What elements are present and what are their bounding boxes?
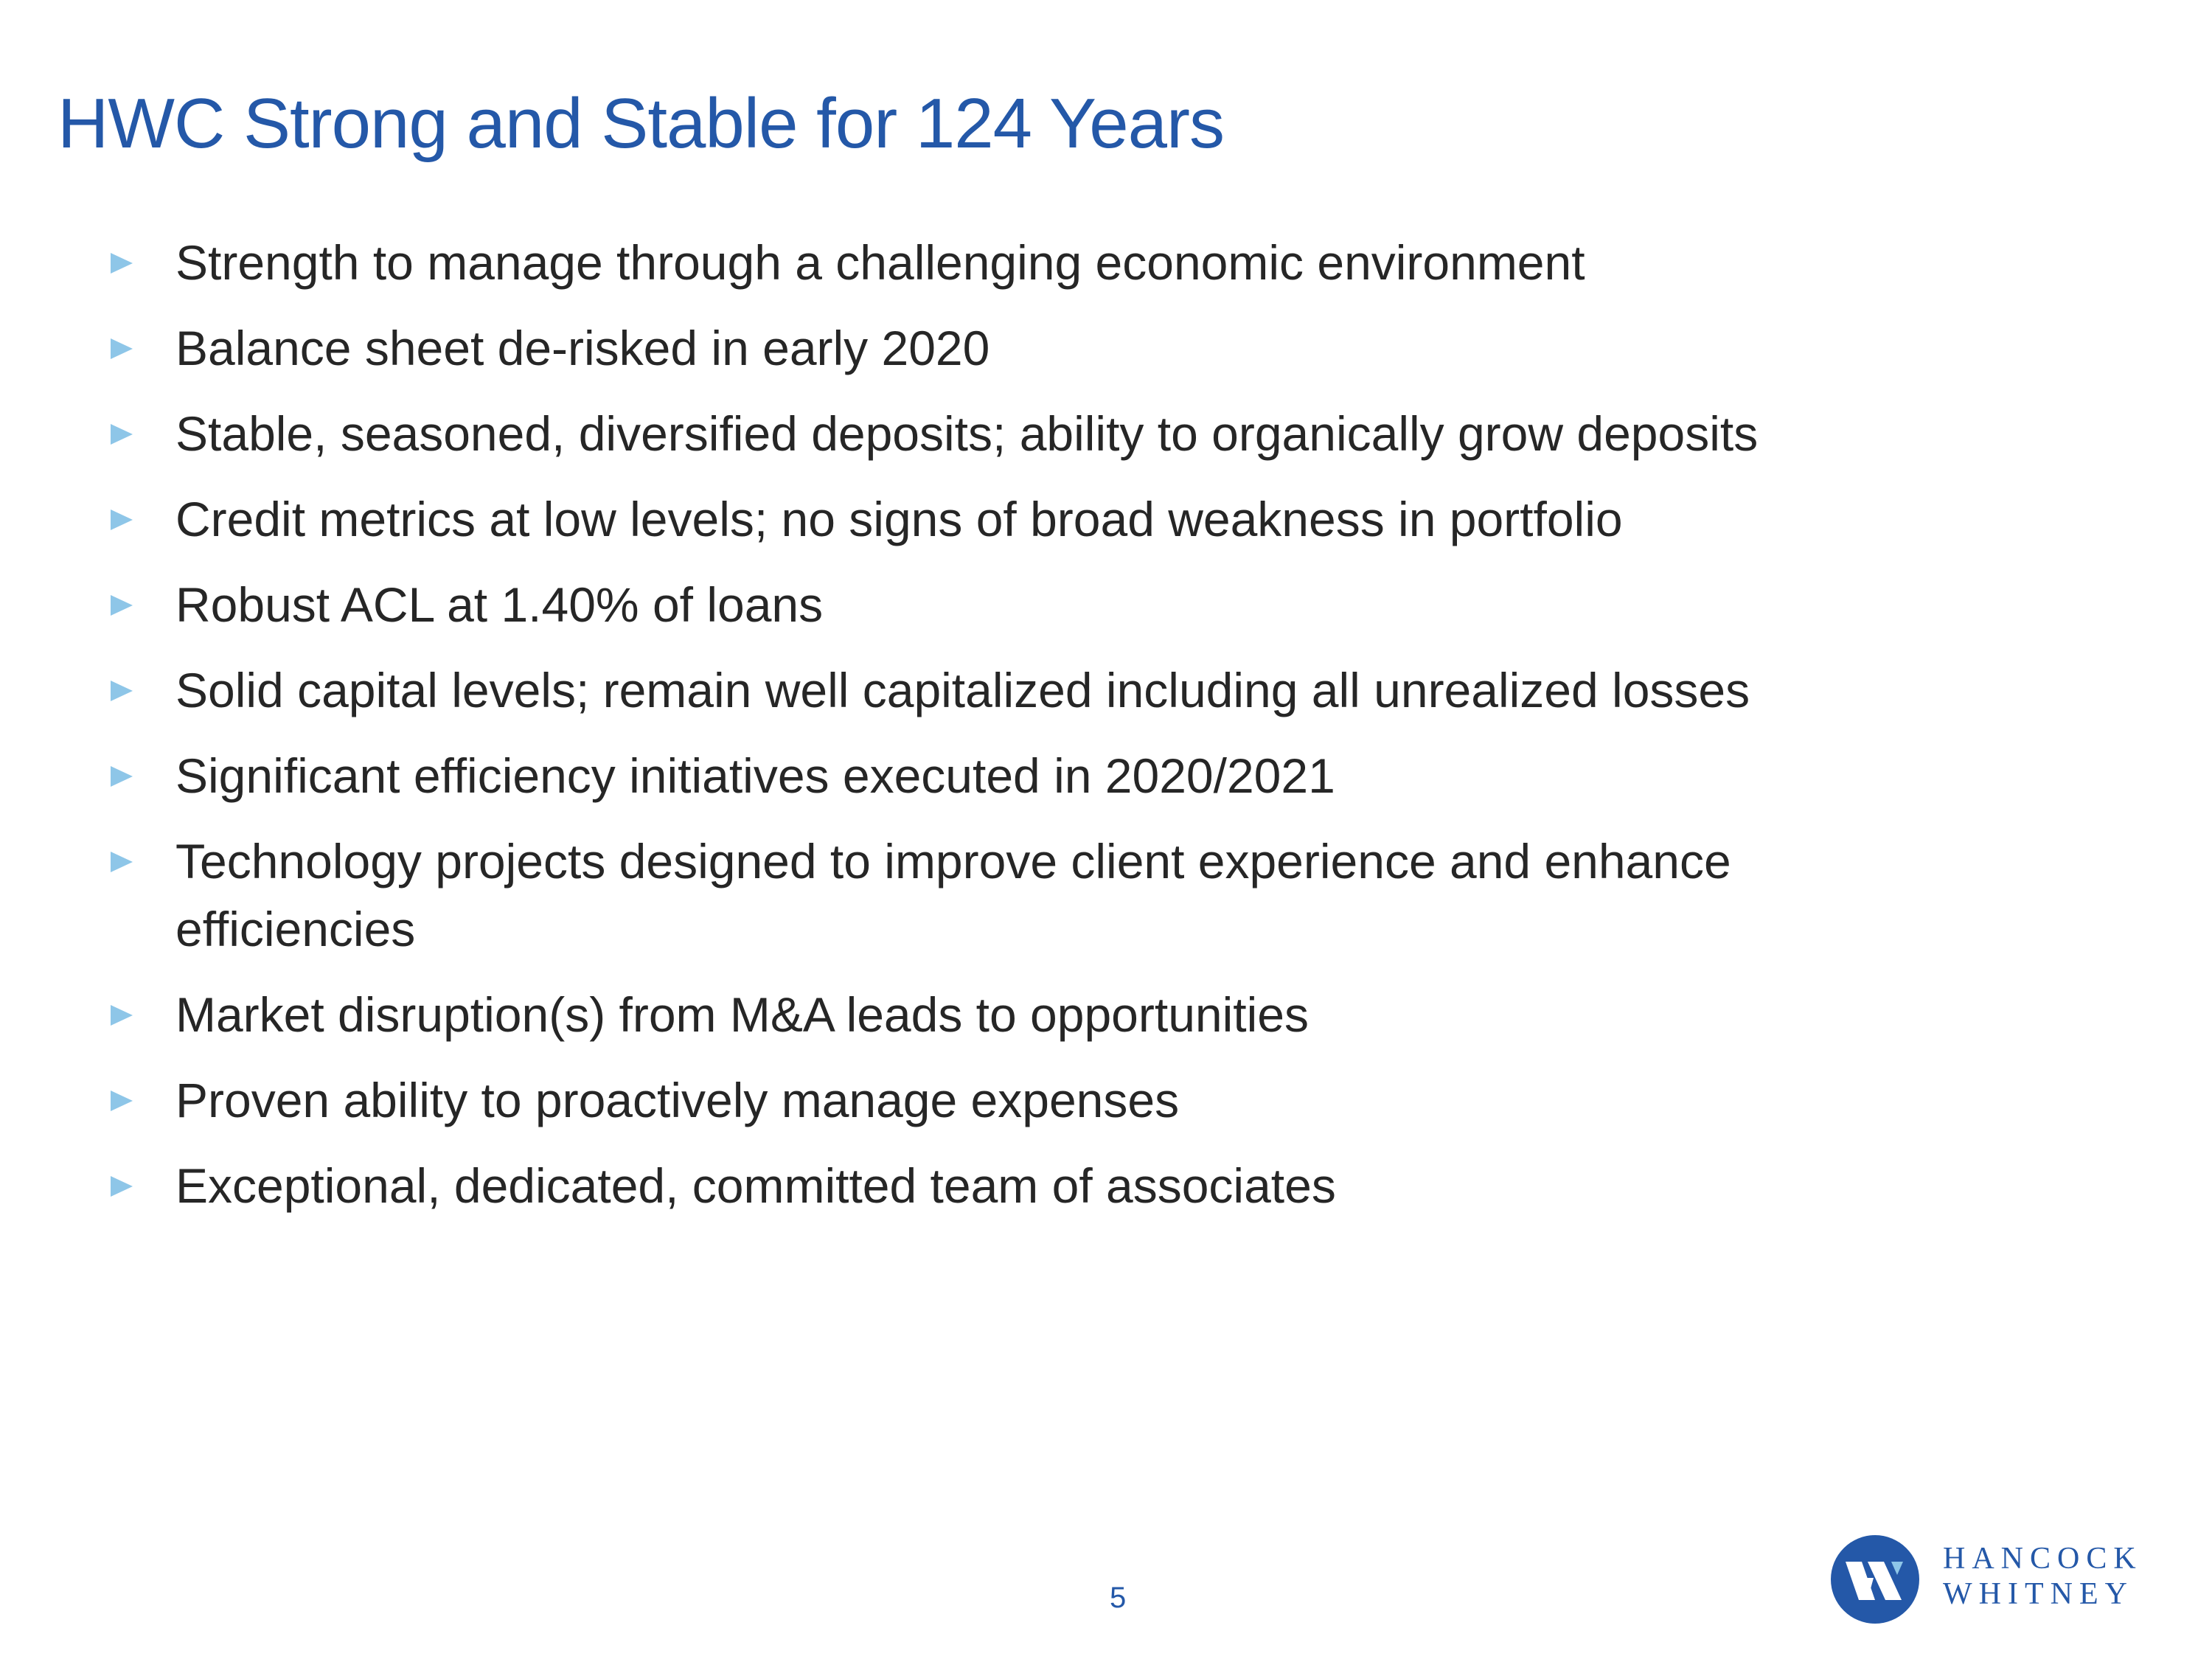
hw-monogram-icon [1831,1535,1919,1624]
bullet-item [0,981,1871,1048]
triangle-bullet-icon [111,338,133,359]
bullet-item [0,1152,1871,1220]
bullet-item [0,314,1871,382]
triangle-bullet-icon [111,1005,133,1026]
bullet-item [0,742,1871,810]
bullet-item [0,1066,1871,1134]
bullet-text: Credit metrics at low levels; no signs of broad weakness in portfolio [175,492,1623,546]
triangle-bullet-icon [111,595,133,616]
triangle-bullet-icon [111,253,133,274]
triangle-bullet-icon [111,852,133,872]
slide-title: HWC Strong and Stable for 124 Years [58,84,1224,163]
bullet-item [0,827,1812,963]
bullet-item [0,656,1871,724]
triangle-bullet-icon [111,424,133,445]
bullet-item [0,571,1871,639]
hancock-whitney-logo [1831,1534,2170,1626]
bullet-item [0,229,1871,296]
bullet-text: Stable, seasoned, diversified deposits; ability to organically grow deposits [175,406,1759,461]
bullet-item [0,485,1871,553]
triangle-bullet-icon [111,1091,133,1111]
bullet-text: Market disruption(s) from M&A leads to opportunities [175,987,1309,1042]
bullet-text: Solid capital levels; remain well capitalized including all unrealized losses [175,663,1750,717]
bullet-item [0,400,1871,467]
bullet-text: Exceptional, dedicated, committed team of associates [175,1158,1336,1213]
triangle-bullet-icon [111,1176,133,1197]
page-number: 5 [1110,1582,1127,1614]
bullet-text: Technology projects designed to improve client experience and enhance efficiencies [175,834,1731,956]
bullet-text: Strength to manage through a challenging economic environment [175,235,1585,290]
triangle-bullet-icon [111,509,133,530]
triangle-bullet-icon [111,766,133,787]
logo-line-1: HANCOCK [1943,1542,2143,1576]
bullet-text: Proven ability to proactively manage expenses [175,1073,1180,1127]
bullet-text: Balance sheet de-risked in early 2020 [175,321,990,375]
bullet-list [0,229,1991,1237]
triangle-bullet-icon [111,681,133,701]
logo-line-2: WHITNEY [1943,1577,2134,1611]
bullet-text: Robust ACL at 1.40% of loans [175,577,824,632]
logo-wordmark [1943,1541,2143,1612]
bullet-text: Significant efficiency initiatives executed in 2020/2021 [175,748,1335,803]
